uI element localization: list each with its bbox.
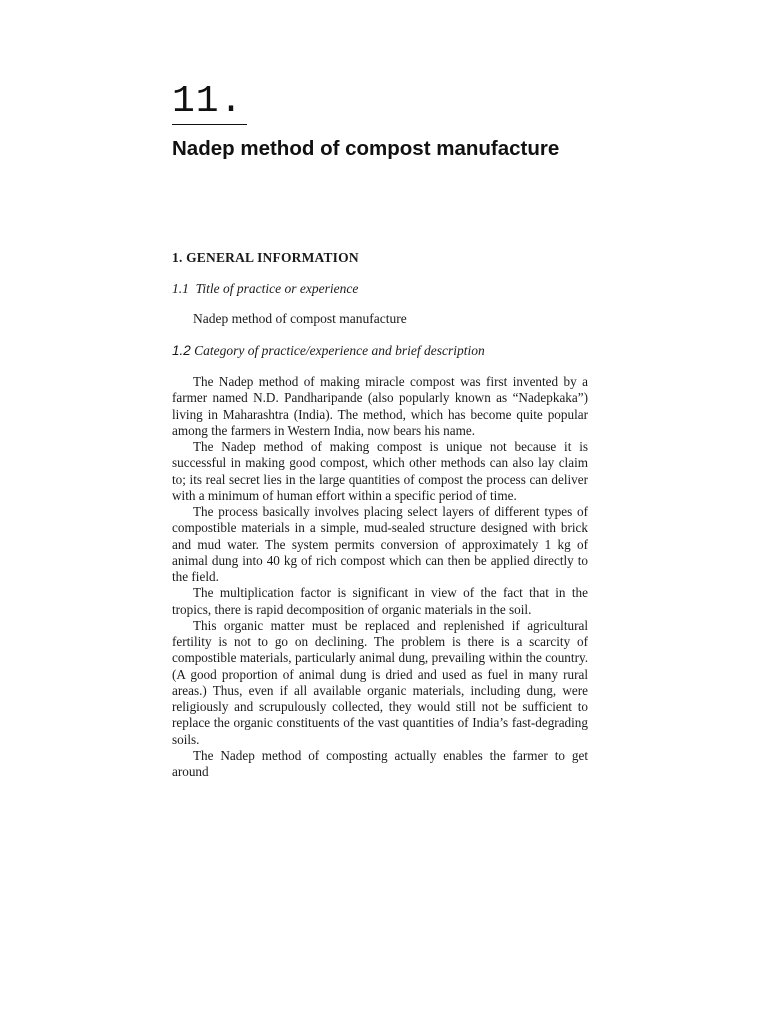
subsection-number: 1.2 <box>172 343 191 358</box>
section-heading: 1. GENERAL INFORMATION <box>172 250 359 265</box>
practice-title: Nadep method of compost manufacture <box>193 311 407 326</box>
body-text <box>172 374 588 780</box>
chapter-number: 11. <box>172 80 247 125</box>
subsection-title: Category of practice/experience and brief description <box>194 343 485 358</box>
subsection-number: 1.1 <box>172 281 189 296</box>
subsection-heading-1-1 <box>172 280 358 298</box>
paragraph: The process basically involves placing select layers of different types of compostible materials in a simple, mud-sealed structure designed with brick and mud water. The system permits conversion of approximately 1 kg of animal dung into 40 kg of rich compost which can then be applied directly to the field. <box>172 504 588 584</box>
paragraph: This organic matter must be replaced and replenished if agricultural fertility is not to go on declining. The problem is there is a scarcity of compostible materials, particularly animal dung, prevailing within the country. (A good proportion of animal dung is dried and used as fuel in many rural areas.) Thus, even if all available organic materials, including dung, were religiously and scrupulously collected, they would still not be sufficient to replace the organic constituents of the vast quantities of India’s fast-degrading soils. <box>172 617 588 747</box>
subsection-heading-1-2 <box>172 342 485 360</box>
paragraph: The Nadep method of making miracle compost was first invented by a farmer named N.D. Pandharipande (also popularly known as “Nadepkaka”) living in Maharashtra (India). The method, which has become quite popular among the farmers in Western India, now bears his name. <box>172 374 588 438</box>
chapter-title: Nadep method of compost manufacture <box>172 137 560 160</box>
subsection-title: Title of practice or experience <box>195 281 359 296</box>
paragraph: The Nadep method of making compost is unique not because it is successful in making good compost, which other methods can also lay claim to; its real secret lies in the large quantities of compost the process can deliver with a minimum of human effort within a specific period of time. <box>172 439 588 503</box>
paragraph: The Nadep method of composting actually enables the farmer to get around <box>172 747 588 779</box>
paragraph: The multiplication factor is significant in view of the fact that in the tropics, there is rapid decomposition of organic materials in the soil. <box>172 585 588 617</box>
